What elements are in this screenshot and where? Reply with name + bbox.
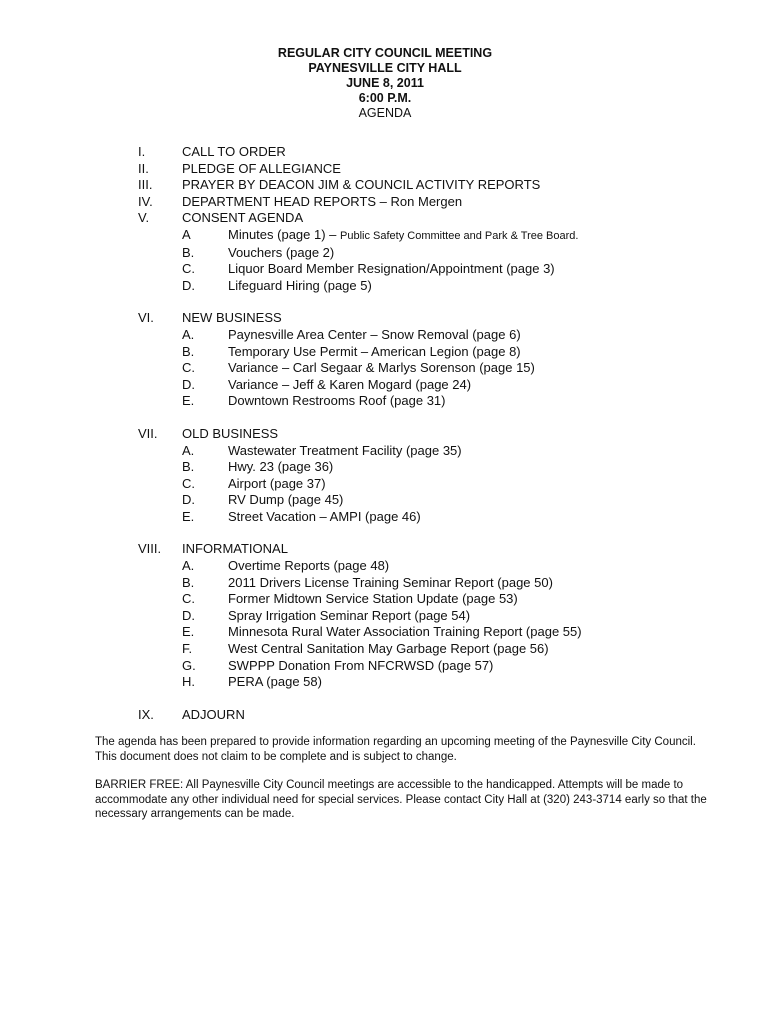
agenda-section <box>138 310 738 410</box>
item-text: SWPPP Donation From NFCRWSD (page 57) <box>228 657 494 673</box>
agenda-section <box>138 426 738 526</box>
section-title: CONSENT AGENDA <box>182 210 304 226</box>
section-numeral: V. <box>138 210 150 226</box>
disclaimer-text: The agenda has been prepared to provide information regarding an upcoming meeting of the Paynesville City Council. This document does not claim to be complete and is subject to change. <box>95 736 696 763</box>
section-numeral: I. <box>138 144 146 159</box>
agenda-list <box>138 144 738 723</box>
item-text: Hwy. 23 (page 36) <box>228 459 334 475</box>
section-numeral: VII. <box>138 425 158 441</box>
item-letter: A. <box>182 442 195 458</box>
agenda-item <box>138 327 738 344</box>
item-letter: D. <box>182 492 195 508</box>
item-text: Variance – Jeff & Karen Mogard (page 24) <box>228 376 472 392</box>
item-letter: C. <box>182 591 195 607</box>
section-title: CALL TO ORDER <box>182 144 286 159</box>
agenda-section <box>138 161 738 178</box>
item-text: Former Midtown Service Station Update (page 53) <box>228 591 518 607</box>
section-title: OLD BUSINESS <box>182 425 279 441</box>
item-letter: E. <box>182 508 195 524</box>
agenda-item <box>138 261 738 278</box>
section-title: DEPARTMENT HEAD REPORTS – Ron Mergen <box>182 193 463 209</box>
footer-notes <box>95 735 710 836</box>
section-numeral: IX. <box>138 706 154 722</box>
item-letter: C. <box>182 475 195 491</box>
item-text: Minutes (page 1) – <box>228 226 341 242</box>
agenda-item <box>138 360 738 377</box>
agenda-item <box>138 591 738 608</box>
agenda-item <box>138 624 738 641</box>
agenda-section <box>138 541 738 690</box>
item-letter: B. <box>182 244 195 260</box>
agenda-item <box>138 658 738 675</box>
item-text: Lifeguard Hiring (page 5) <box>228 277 372 293</box>
section-numeral: VIII. <box>138 541 162 557</box>
section-spacer <box>138 691 738 707</box>
item-text: Vouchers (page 2) <box>228 244 335 260</box>
agenda-item <box>138 443 738 460</box>
agenda-item <box>138 377 738 394</box>
item-text: Overtime Reports (page 48) <box>228 558 390 574</box>
agenda-item <box>138 641 738 658</box>
item-text: Airport (page 37) <box>228 475 326 491</box>
agenda-item <box>138 608 738 625</box>
section-spacer <box>138 525 738 541</box>
item-text: RV Dump (page 45) <box>228 492 344 508</box>
agenda-section <box>138 177 738 194</box>
item-letter: B. <box>182 459 195 475</box>
agenda-item <box>138 674 738 691</box>
agenda-section <box>138 194 738 211</box>
item-text: Variance – Carl Segaar & Marlys Sorenson (page 15) <box>228 360 535 376</box>
document-header <box>0 46 770 121</box>
section-numeral: II. <box>138 160 149 176</box>
item-text: Paynesville Area Center – Snow Removal (page 6) <box>228 326 521 342</box>
section-spacer <box>138 294 738 310</box>
item-letter: C. <box>182 261 195 277</box>
meeting-location: PAYNESVILLE CITY HALL <box>308 61 462 75</box>
agenda-item <box>138 227 738 245</box>
agenda-section <box>138 210 738 294</box>
agenda-item <box>138 492 738 509</box>
section-title: NEW BUSINESS <box>182 310 282 326</box>
agenda-item <box>138 344 738 361</box>
agenda-item <box>138 278 738 295</box>
item-text: Spray Irrigation Seminar Report (page 54) <box>228 607 471 623</box>
item-letter: G. <box>182 657 196 673</box>
meeting-title: REGULAR CITY COUNCIL MEETING <box>277 46 493 60</box>
agenda-item <box>138 558 738 575</box>
meeting-date: JUNE 8, 2011 <box>346 76 424 90</box>
item-letter: C. <box>182 360 195 376</box>
item-letter: H. <box>182 674 195 690</box>
item-note: Public Safety Committee and Park & Tree Board. <box>340 229 579 242</box>
item-letter: F. <box>182 641 193 657</box>
item-letter: E. <box>182 393 195 409</box>
item-letter: A. <box>182 558 195 574</box>
agenda-label: AGENDA <box>358 106 412 120</box>
section-spacer <box>138 410 738 426</box>
item-letter: A <box>182 226 191 242</box>
item-letter: D. <box>182 376 195 392</box>
item-letter: D. <box>182 607 195 623</box>
item-text: 2011 Drivers License Training Seminar Report (page 50) <box>228 574 553 590</box>
section-numeral: IV. <box>138 193 153 209</box>
item-text: Downtown Restrooms Roof (page 31) <box>228 393 446 409</box>
agenda-item <box>138 575 738 592</box>
barrier-free-text: BARRIER FREE: All Paynesville City Council meetings are accessible to the handicapped. Attempts will be made to accommodate any other individual need for special services. Please contact City Hall at (320) 243-3714 early so that the necessary arrangements can be made. <box>95 779 707 820</box>
item-text: West Central Sanitation May Garbage Report (page 56) <box>228 641 549 657</box>
agenda-section <box>138 707 738 724</box>
section-title: ADJOURN <box>182 706 245 722</box>
section-numeral: III. <box>138 177 153 193</box>
item-letter: A. <box>182 326 195 342</box>
item-text: Wastewater Treatment Facility (page 35) <box>228 442 462 458</box>
item-text: PERA (page 58) <box>228 674 322 690</box>
section-title: PRAYER BY DEACON JIM & COUNCIL ACTIVITY REPORTS <box>182 177 541 193</box>
section-title: PLEDGE OF ALLEGIANCE <box>182 160 341 176</box>
agenda-item <box>138 459 738 476</box>
agenda-item <box>138 245 738 262</box>
item-letter: D. <box>182 277 195 293</box>
item-text: Street Vacation – AMPI (page 46) <box>228 508 421 524</box>
section-title: INFORMATIONAL <box>182 541 288 557</box>
agenda-item <box>138 509 738 526</box>
agenda-section <box>138 144 738 161</box>
item-letter: B. <box>182 343 195 359</box>
item-text: Temporary Use Permit – American Legion (page 8) <box>228 343 521 359</box>
agenda-item <box>138 393 738 410</box>
item-letter: E. <box>182 624 195 640</box>
item-letter: B. <box>182 574 195 590</box>
meeting-time: 6:00 P.M. <box>358 91 412 105</box>
section-numeral: VI. <box>138 310 154 326</box>
item-text: Minnesota Rural Water Association Training Report (page 55) <box>228 624 582 640</box>
item-text: Liquor Board Member Resignation/Appointment (page 3) <box>228 261 555 277</box>
agenda-item <box>138 476 738 493</box>
